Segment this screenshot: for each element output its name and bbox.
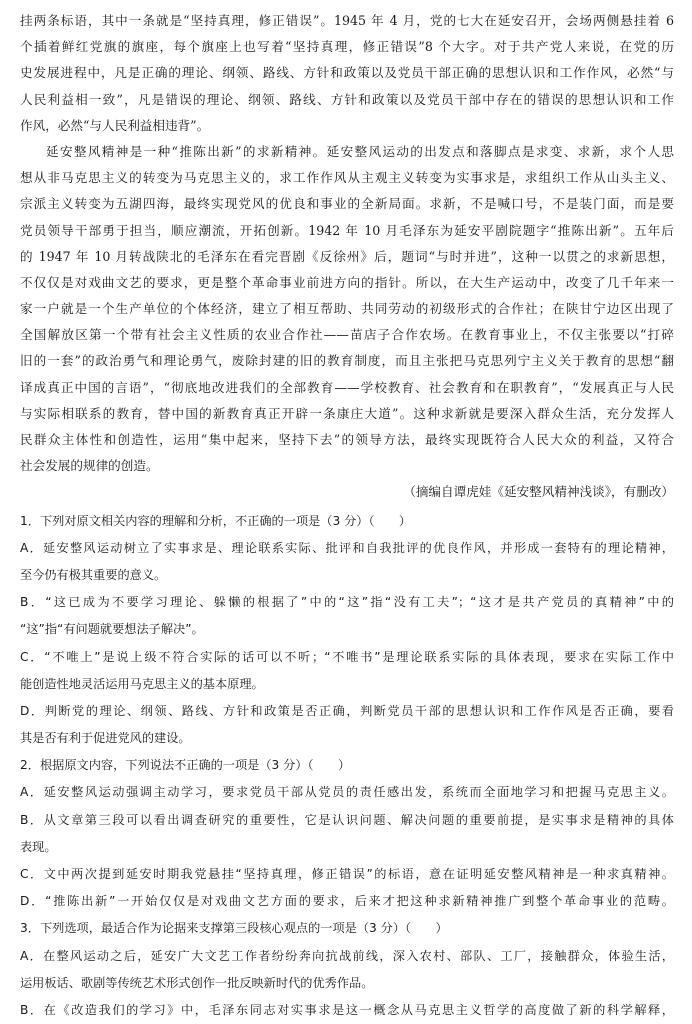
question-block (20, 508, 674, 1024)
option-text: C．“不唯上”是说上级不符合实际的话可以不听；“不唯书”是理论联系实际的具体表现，要求在实际工作中 (20, 649, 674, 664)
text-line: 作风，必然“与人民利益相违背”。 (20, 117, 210, 133)
paragraph-1 (20, 8, 674, 139)
option-text: 其是否有利于促进党风的建设。 (20, 731, 191, 746)
option-text: 运用板话、歌剧等传统艺术形式创作一批反映新时代的优秀作品。 (20, 975, 374, 990)
paragraph-2 (20, 139, 674, 479)
question-3-stem: 3．下列选项，最适合作为论据来支撑第三段核心观点的一项是（3 分）（ ） (20, 921, 448, 936)
option-text: “这”指“有问题就要想法子解决”。 (20, 622, 204, 637)
text-line: 家一户就是一个生产单位的个体经济，建立了相互帮助、共同劳动的初级形式的合作社；在陕甘宁边区出现了 (20, 301, 674, 317)
option-text: B．在《改造我们的学习》中，毛泽东同志对实事求是这一概念从马克思主义哲学的高度做了新的科学解释， (20, 1002, 674, 1017)
text-line: 挂两条标语，其中一条就是“坚持真理，修正错误”。1945 年 4 月，党的七大在延安召开，会场两侧悬挂着 6 (20, 13, 674, 28)
option-text: D．判断党的理论、纲领、路线、方针和政策是否正确，判断党员干部的思想认识和工作作风是否正确，要看 (20, 703, 674, 718)
text-line: 社会发展的规律的创造。 (20, 458, 159, 474)
option-text: A．延安整风运动树立了实事求是、理论联系实际、批评和自我批评的优良作风，并形成一套特有的理论精神， (20, 540, 674, 555)
text-line: 译成真正中国的言语”，“彻底地改进我们的全部教育——学校教育、社会教育和在职教育”，“发展真正与人民 (20, 379, 674, 395)
text-line: 旧的一套”的政治勇气和理论勇气，废除封建的旧的教育制度，而且主张把马克思列宁主义关于教育的思想“翻 (20, 353, 674, 369)
question-1-stem: 1．下列对原文相关内容的理解和分析，不正确的一项是（3 分）（ ） (20, 513, 412, 528)
passage (20, 8, 674, 506)
option-text: B．“这已成为不要学习理论、躲懒的根据了”中的“这”指“没有工夫”；“这才是共产党员的真精神”中的 (20, 595, 674, 610)
text-line: 宗派主义转变为五湖四海，最终实现党风的优良和事业的全新局面。求新，不是喊口号，不是装门面，而是要 (20, 196, 674, 212)
option-text: 能创造性地灵活运用马克思主义的基本原理。 (20, 676, 264, 691)
option-text: 表现。 (20, 839, 57, 854)
text-line: 的 1947 年 10 月转战陕北的毛泽东在看完晋剧《反徐州》后，题词“与时并进”，这种一以贯之的求新思想， (20, 248, 674, 264)
option-text: D．“推陈出新”一开始仅仅是对戏曲文艺方面的要求，后来才把这种求新精神推广到整个革命事业的范畴。 (20, 894, 674, 909)
option-text: A．在整风运动之后，延安广大文艺工作者纷纷奔向抗战前线，深入农村、部队、工厂，接触群众，体验生活， (20, 948, 674, 963)
option-text: A．延安整风运动强调主动学习，要求党员干部从党员的责任感出发，系统而全面地学习和把握马克思主义。 (20, 785, 674, 800)
option-text: B．从文章第三段可以看出调查研究的重要性，它是认识问题、解决问题的重要前提，是实事求是精神的具体 (20, 812, 674, 827)
text-line: 个插着鲜红党旗的旗座，每个旗座上也写着“坚持真理，修正错误”8 个大字。对于共产党人来说，在党的历 (20, 39, 674, 55)
text-line: 想从非马克思主义的转变为马克思主义的，求工作作风从主观主义转变为实事求是，求组织工作从山头主义、 (20, 170, 674, 186)
source-citation: （摘编自谭虎娃《延安整风精神浅谈》，有删改） (403, 484, 674, 500)
text-line: 民群众主体性和创造性，运用“集中起来，坚持下去”的领导方法，最终实现既符合人民大众的利益，又符合 (20, 432, 674, 447)
text-line: 全国解放区第一个带有社会主义性质的农业合作社——苗店子合作农场。在教育事业上，不仅主张要以“打碎 (20, 327, 674, 343)
text-line: 人民利益相一致”，凡是错误的理论、纲领、路线、方针和政策以及党员干部中存在的错误的思想认识和工作 (20, 91, 674, 107)
text-line: 党员领导干部勇于担当，顺应潮流，开拓创新。1942 年 10 月毛泽东为延安平剧院题字“推陈出新”。五年后 (20, 222, 674, 238)
question-2-stem: 2．根据原文内容，下列说法不正确的一项是（3 分）（ ） (20, 758, 351, 773)
text-line: 不仅仅是对戏曲文艺的要求，更是整个革命事业前进方向的指针。所以，在大生产运动中，改变了几千年来一 (20, 274, 674, 290)
option-text: 至今仍有极其重要的意义。 (20, 567, 167, 582)
text-line: 与实际相联系的教育，替中国的新教育真正开辟一条康庄大道”。这种求新就是要深入群众生活，充分发挥人 (20, 405, 674, 421)
text-line: 史发展进程中，凡是正确的理论、纲领、路线、方针和政策以及党员干部正确的思想认识和工作作风，必然“与 (20, 65, 674, 81)
option-text: C．文中两次提到延安时期我党悬挂“坚持真理，修正错误”的标语，意在证明延安整风精神是一种求真精神。 (20, 867, 674, 881)
text-line: 延安整风精神是一种“推陈出新”的求新精神。延安整风运动的出发点和落脚点是求变、求新，求个人思 (46, 143, 674, 159)
